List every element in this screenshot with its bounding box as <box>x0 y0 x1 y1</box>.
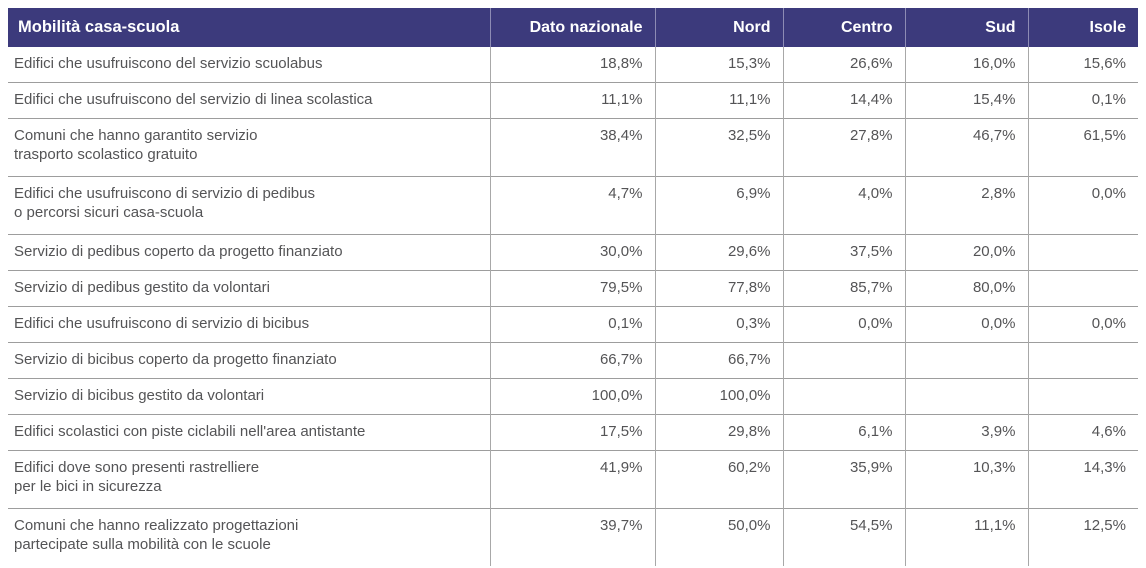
table-row <box>8 235 1138 271</box>
value-cell: 15,4% <box>905 83 1028 119</box>
value-cell: 2,8% <box>905 177 1028 235</box>
value-cell: 37,5% <box>783 235 905 271</box>
value-cell: 3,9% <box>905 415 1028 451</box>
value-cell: 41,9% <box>490 451 655 509</box>
value-cell: 27,8% <box>783 119 905 177</box>
row-label-line: Servizio di pedibus gestito da volontari <box>14 279 270 296</box>
value-cell: 11,1% <box>655 83 783 119</box>
row-label <box>8 119 490 177</box>
column-header-isole: Isole <box>1028 8 1138 47</box>
value-cell: 100,0% <box>655 379 783 415</box>
table-row <box>8 47 1138 83</box>
row-label-line: Edifici che usufruiscono del servizio di linea scolastica <box>14 91 373 108</box>
table-row <box>8 509 1138 567</box>
row-label-line: trasporto scolastico gratuito <box>14 146 198 163</box>
value-cell <box>1028 235 1138 271</box>
value-cell <box>783 379 905 415</box>
row-label <box>8 343 490 379</box>
row-label-line: Servizio di pedibus coperto da progetto finanziato <box>14 243 343 260</box>
value-cell: 4,0% <box>783 177 905 235</box>
value-cell: 0,1% <box>1028 83 1138 119</box>
value-cell: 15,6% <box>1028 47 1138 83</box>
value-cell: 4,7% <box>490 177 655 235</box>
value-cell: 14,4% <box>783 83 905 119</box>
column-header-dato-nazionale: Dato nazionale <box>490 8 655 47</box>
value-cell: 66,7% <box>655 343 783 379</box>
value-cell: 61,5% <box>1028 119 1138 177</box>
value-cell: 54,5% <box>783 509 905 567</box>
row-label <box>8 451 490 509</box>
value-cell: 35,9% <box>783 451 905 509</box>
row-label <box>8 509 490 567</box>
table-title: Mobilità casa-scuola <box>8 8 490 47</box>
value-cell: 30,0% <box>490 235 655 271</box>
value-cell: 6,1% <box>783 415 905 451</box>
value-cell: 4,6% <box>1028 415 1138 451</box>
value-cell <box>783 343 905 379</box>
value-cell: 0,1% <box>490 307 655 343</box>
table-row <box>8 415 1138 451</box>
table-body <box>8 47 1138 566</box>
row-label-line: o percorsi sicuri casa-scuola <box>14 204 204 221</box>
table-header <box>8 8 1138 47</box>
value-cell: 66,7% <box>490 343 655 379</box>
row-label-line: Edifici che usufruiscono di servizio di pedibus <box>14 185 315 202</box>
value-cell: 15,3% <box>655 47 783 83</box>
value-cell: 0,0% <box>1028 307 1138 343</box>
value-cell: 11,1% <box>905 509 1028 567</box>
value-cell: 46,7% <box>905 119 1028 177</box>
row-label-line: Edifici dove sono presenti rastrelliere <box>14 459 260 476</box>
value-cell <box>1028 271 1138 307</box>
value-cell: 6,9% <box>655 177 783 235</box>
value-cell: 85,7% <box>783 271 905 307</box>
value-cell <box>1028 379 1138 415</box>
header-row <box>8 8 1138 47</box>
value-cell: 12,5% <box>1028 509 1138 567</box>
table-row <box>8 343 1138 379</box>
value-cell: 29,8% <box>655 415 783 451</box>
value-cell: 11,1% <box>490 83 655 119</box>
value-cell: 16,0% <box>905 47 1028 83</box>
row-label <box>8 415 490 451</box>
row-label-line: Edifici scolastici con piste ciclabili nell'area antistante <box>14 423 366 440</box>
value-cell: 32,5% <box>655 119 783 177</box>
table-row <box>8 83 1138 119</box>
row-label <box>8 83 490 119</box>
value-cell: 39,7% <box>490 509 655 567</box>
row-label <box>8 379 490 415</box>
row-label <box>8 235 490 271</box>
value-cell: 77,8% <box>655 271 783 307</box>
value-cell: 20,0% <box>905 235 1028 271</box>
value-cell: 0,0% <box>1028 177 1138 235</box>
column-header-sud: Sud <box>905 8 1028 47</box>
value-cell <box>905 379 1028 415</box>
value-cell: 0,0% <box>783 307 905 343</box>
value-cell: 50,0% <box>655 509 783 567</box>
table-row <box>8 379 1138 415</box>
table-row <box>8 451 1138 509</box>
value-cell: 79,5% <box>490 271 655 307</box>
mobility-table <box>8 8 1138 566</box>
value-cell: 17,5% <box>490 415 655 451</box>
row-label <box>8 47 490 83</box>
row-label <box>8 177 490 235</box>
table-row <box>8 271 1138 307</box>
table-row <box>8 177 1138 235</box>
row-label-line: per le bici in sicurezza <box>14 478 162 495</box>
row-label-line: partecipate sulla mobilità con le scuole <box>14 536 271 553</box>
row-label-line: Comuni che hanno garantito servizio <box>14 127 258 144</box>
value-cell: 100,0% <box>490 379 655 415</box>
row-label-line: Comuni che hanno realizzato progettazioni <box>14 517 299 534</box>
value-cell: 10,3% <box>905 451 1028 509</box>
column-header-centro: Centro <box>783 8 905 47</box>
value-cell: 29,6% <box>655 235 783 271</box>
table-row <box>8 307 1138 343</box>
value-cell: 0,0% <box>905 307 1028 343</box>
row-label <box>8 271 490 307</box>
value-cell: 26,6% <box>783 47 905 83</box>
row-label-line: Servizio di bicibus gestito da volontari <box>14 387 265 404</box>
value-cell <box>905 343 1028 379</box>
value-cell: 38,4% <box>490 119 655 177</box>
value-cell: 60,2% <box>655 451 783 509</box>
value-cell <box>1028 343 1138 379</box>
value-cell: 0,3% <box>655 307 783 343</box>
row-label-line: Edifici che usufruiscono di servizio di bicibus <box>14 315 310 332</box>
column-header-nord: Nord <box>655 8 783 47</box>
value-cell: 14,3% <box>1028 451 1138 509</box>
value-cell: 80,0% <box>905 271 1028 307</box>
row-label-line: Edifici che usufruiscono del servizio scuolabus <box>14 55 323 72</box>
row-label-line: Servizio di bicibus coperto da progetto finanziato <box>14 351 337 368</box>
value-cell: 18,8% <box>490 47 655 83</box>
table-row <box>8 119 1138 177</box>
row-label <box>8 307 490 343</box>
